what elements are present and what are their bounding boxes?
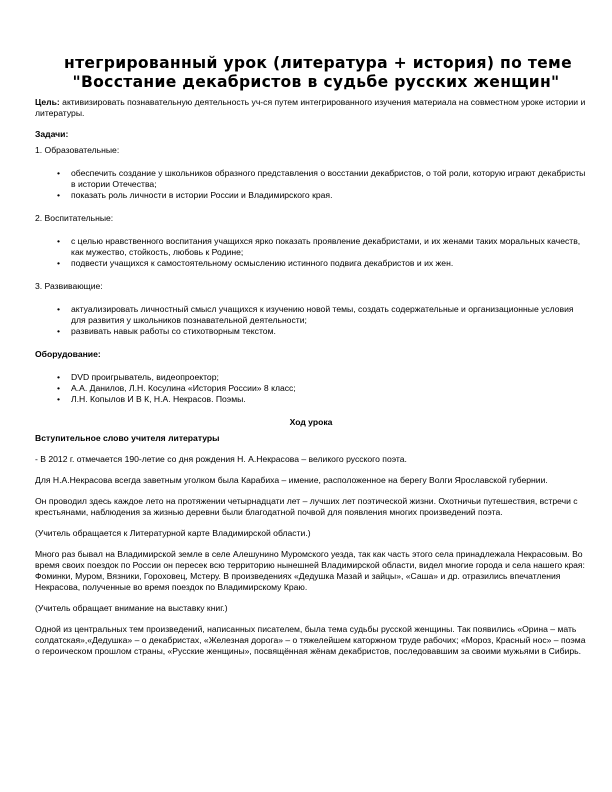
list-item: • актуализировать личностный смысл учащихся к изучению новой темы, создать содержательные и организационные условия для развития у школьников познавательной деятельности; xyxy=(35,304,587,326)
educational-list xyxy=(35,168,587,201)
list-item: • обеспечить создание у школьников образного представления о восстании декабристов, о той роли, которую играют декабристы в истории Отечества; xyxy=(35,168,587,190)
document-body xyxy=(35,97,587,667)
upbringing-list xyxy=(35,236,587,269)
upbringing-heading: 2. Воспитательные: xyxy=(35,213,114,223)
list-item: • DVD проигрыватель, видеопроектор; xyxy=(35,372,587,383)
body-paragraph: Много раз бывал на Владимирской земле в селе Алешунино Муромского уезда, так как часть этого села принадлежала Некрасовым. Во время своих поездок по России он пересек всю территорию нынешней Владимирской области, видел многие города и села нашего края: Фоминки, Муром, Вязники, Гороховец, Мстеру. В произведениях «Дедушка Мазай и зайцы», «Саша» и др. отразились впечатления Некрасова, полученные во время поездок по Владимирскому Краю. xyxy=(35,549,585,592)
body-paragraph: (Учитель обращается к Литературной карте Владимирской области.) xyxy=(35,528,311,538)
body-paragraph: (Учитель обращает внимание на выставку книг.) xyxy=(35,603,228,613)
body-paragraph: Он проводил здесь каждое лето на протяжении четырнадцати лет – лучших лет поэтической жизни. Охотничьи путешествия, встречи с крестьянами, наблюдения за жизнью деревни были благодатной почвой для появления многих произведений поэта. xyxy=(35,496,578,517)
list-item: • Л.Н. Копылов И В К, Н.А. Некрасов. Поэмы. xyxy=(35,394,587,405)
list-item: • развивать навык работы со стихотворным текстом. xyxy=(35,326,587,337)
educational-heading: 1. Образовательные: xyxy=(35,145,120,155)
intro-heading: Вступительное слово учителя литературы xyxy=(35,433,220,443)
document-title-line-1: нтегрированный урок (литература + история) по теме xyxy=(64,54,572,72)
goal-label: Цель: xyxy=(35,97,60,107)
goal-paragraph xyxy=(35,97,587,119)
list-item: • с целью нравственного воспитания учащихся ярко показать проявление декабристами, и их женами таких моральных качеств, как мужество, стойкость, любовь к Родине; xyxy=(35,236,587,258)
lesson-heading: Ход урока xyxy=(289,417,333,427)
list-item: • А.А. Данилов, Л.Н. Косулина «История России» 8 класс; xyxy=(35,383,587,394)
body-paragraph: Для Н.А.Некрасова всегда заветным уголком была Карабиха – имение, расположенное на берегу Волги Ярославской губернии. xyxy=(35,475,548,485)
developing-heading: 3. Развивающие: xyxy=(35,281,103,291)
developing-list xyxy=(35,304,587,337)
list-item: • показать роль личности в истории России и Владимирского края. xyxy=(35,190,587,201)
list-item: • подвести учащихся к самостоятельному осмыслению истинного подвига декабристов и их жен. xyxy=(35,258,587,269)
goal-text: активизировать познавательную деятельность уч-ся путем интегрированного изучения материала на совместном уроке истории и литературы. xyxy=(35,97,586,118)
document-title-line-2: "Восстание декабристов в судьбе русских женщин" xyxy=(72,73,560,91)
tasks-label: Задачи: xyxy=(35,129,69,139)
body-paragraph: Одной из центральных тем произведений, написанных писателем, была тема судьбы русской женщины. Так появились «Орина – мать солдатская»,«Дедушка» – о декабристах, «Железная дорога» – о тяжелейшем каторжном труде рабочих; «Мороз, Красный нос» – поэма о героическом прошлом страны, «Русские женщины», посвящённая жёнам декабристов, последовавшим за своими мужьями в Сибирь. xyxy=(35,624,586,656)
equipment-list xyxy=(35,372,587,405)
body-paragraph: - В 2012 г. отмечается 190-летие со дня рождения Н. А.Некрасова – великого русского поэта. xyxy=(35,454,407,464)
equipment-heading: Оборудование: xyxy=(35,349,101,359)
